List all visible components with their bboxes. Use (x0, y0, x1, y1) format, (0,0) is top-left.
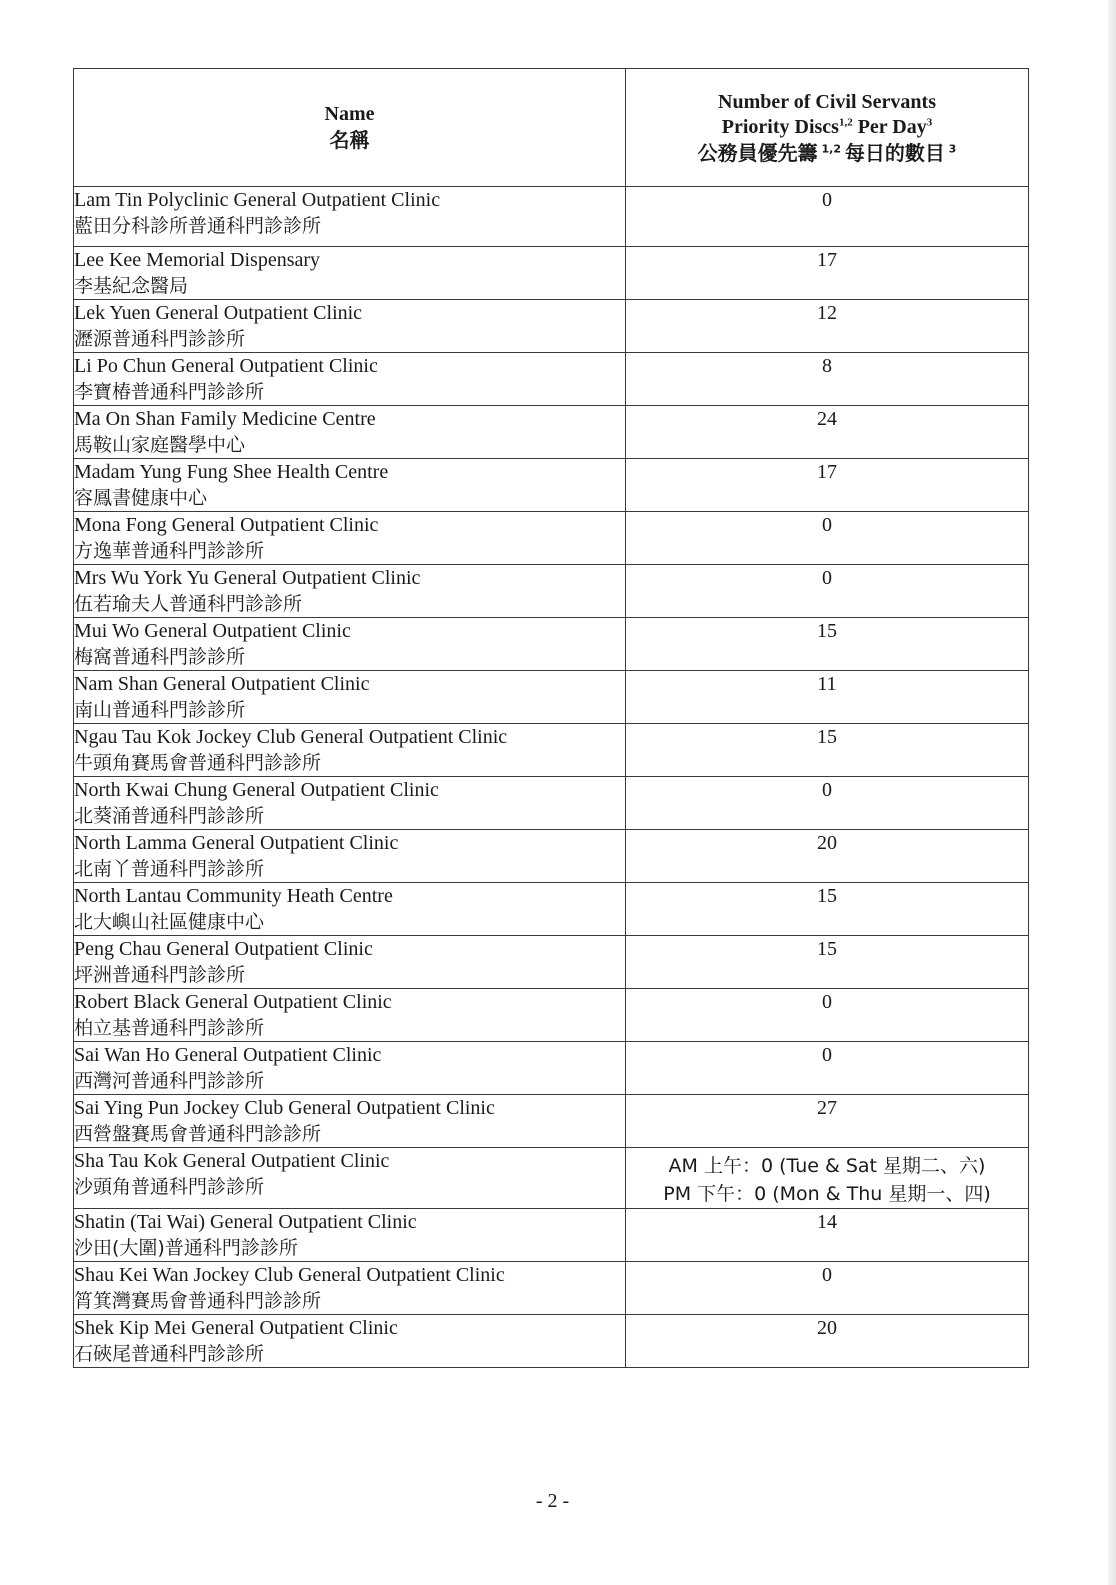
clinic-name-cell (74, 671, 626, 724)
clinic-name-cell (74, 883, 626, 936)
table-row (74, 1262, 1029, 1315)
header-name-cell (74, 69, 626, 187)
clinic-name-cell (74, 353, 626, 406)
disc-count-cell: 15 (626, 883, 1029, 936)
table-row (74, 936, 1029, 989)
clinic-name-cell (74, 830, 626, 883)
header-count-footnote-ref: 1,2 (838, 115, 853, 128)
disc-count-cell (626, 1148, 1029, 1209)
disc-count-pm: PM 下午：0 (Mon & Thu 星期一、四) (663, 1183, 991, 1205)
table-row (74, 777, 1029, 830)
table-row (74, 512, 1029, 565)
disc-count-cell: 0 (626, 187, 1029, 247)
clinic-name-en: Lam Tin Polyclinic General Outpatient Clinic (74, 189, 441, 211)
header-count-zh-b: 每日的數目 (844, 140, 945, 165)
disc-count-cell: 20 (626, 1315, 1029, 1368)
clinic-name-cell (74, 777, 626, 830)
clinic-name-en: Peng Chau General Outpatient Clinic (74, 938, 373, 960)
clinic-name-cell (74, 989, 626, 1042)
table-row (74, 671, 1029, 724)
header-count-en (626, 90, 1028, 140)
page-number: - 2 - (535, 1490, 570, 1512)
clinic-name-zh: 坪洲普通科門診診所 (74, 964, 246, 986)
clinic-name-zh: 沙頭角普通科門診診所 (74, 1176, 265, 1198)
table-row (74, 989, 1029, 1042)
header-name-zh: 名稱 (329, 128, 370, 152)
header-count-en-line2 (626, 115, 1028, 140)
clinic-name-zh: 伍若瑜夫人普通科門診診所 (74, 593, 303, 615)
clinic-name-zh: 西營盤賽馬會普通科門診診所 (74, 1123, 322, 1145)
table-row (74, 830, 1029, 883)
table-row (74, 724, 1029, 777)
table-row (74, 459, 1029, 512)
clinic-name-cell (74, 1262, 626, 1315)
clinic-name-en: Nam Shan General Outpatient Clinic (74, 673, 370, 695)
clinic-name-en: Robert Black General Outpatient Clinic (74, 991, 392, 1013)
disc-count-cell: 15 (626, 724, 1029, 777)
disc-count-cell: 14 (626, 1209, 1029, 1262)
clinic-name-cell (74, 406, 626, 459)
clinic-name-en: Mui Wo General Outpatient Clinic (74, 620, 351, 642)
table-row (74, 883, 1029, 936)
clinic-name-en: Ma On Shan Family Medicine Centre (74, 408, 376, 430)
clinic-name-cell (74, 1148, 626, 1209)
header-count-en-discs: Priority Discs (721, 115, 839, 138)
clinic-name-en: Li Po Chun General Outpatient Clinic (74, 355, 378, 377)
table-row (74, 1315, 1029, 1368)
clinic-name-zh: 梅窩普通科門診診所 (74, 646, 246, 668)
header-count-zh (626, 140, 1028, 166)
table-row (74, 247, 1029, 300)
disc-count-am: AM 上午：0 (Tue & Sat 星期二、六) (668, 1155, 986, 1177)
clinic-name-en: Shatin (Tai Wai) General Outpatient Clinic (74, 1211, 417, 1233)
clinic-name-cell (74, 300, 626, 353)
header-count-en-line1: Number of Civil Servants (718, 90, 936, 113)
clinic-name-zh: 馬鞍山家庭醫學中心 (74, 434, 246, 456)
table-header-row (74, 69, 1029, 187)
disc-count-cell: 12 (626, 300, 1029, 353)
table-row (74, 187, 1029, 247)
clinic-name-zh: 南山普通科門診診所 (74, 699, 246, 721)
disc-count-cell: 0 (626, 777, 1029, 830)
clinic-name-en: Shau Kei Wan Jockey Club General Outpatient Clinic (74, 1264, 505, 1286)
header-count-zh-a: 公務員優先籌 (697, 140, 818, 165)
disc-count-cell: 17 (626, 247, 1029, 300)
disc-count-cell: 20 (626, 830, 1029, 883)
clinic-name-en: North Kwai Chung General Outpatient Clinic (74, 779, 439, 801)
disc-count-cell: 15 (626, 936, 1029, 989)
header-count-cell (626, 69, 1029, 187)
disc-count-cell: 27 (626, 1095, 1029, 1148)
disc-count-cell: 0 (626, 512, 1029, 565)
clinic-name-cell (74, 459, 626, 512)
page-edge-shadow (1108, 0, 1116, 1585)
header-count-zh-footnote-ref: 1,2 (817, 141, 845, 155)
clinic-name-zh: 沙田(大圍)普通科門診診所 (74, 1237, 298, 1259)
clinic-name-zh: 北南丫普通科門診診所 (74, 858, 265, 880)
table-row (74, 565, 1029, 618)
clinic-name-zh: 北葵涌普通科門診診所 (74, 805, 265, 827)
table-row (74, 618, 1029, 671)
clinic-name-en: Lee Kee Memorial Dispensary (74, 249, 321, 271)
clinic-name-cell (74, 1315, 626, 1368)
clinic-name-zh: 藍田分科診所普通科門診診所 (74, 215, 322, 237)
clinic-name-en: Madam Yung Fung Shee Health Centre (74, 461, 389, 483)
clinic-name-cell (74, 936, 626, 989)
clinic-name-en: Sha Tau Kok General Outpatient Clinic (74, 1150, 390, 1172)
disc-count-cell: 0 (626, 1262, 1029, 1315)
clinic-name-en: Mrs Wu York Yu General Outpatient Clinic (74, 567, 421, 589)
clinic-name-zh: 容鳳書健康中心 (74, 487, 208, 509)
table-row (74, 1042, 1029, 1095)
clinic-name-zh: 李寶椿普通科門診診所 (74, 381, 265, 403)
clinic-name-en: Sai Ying Pun Jockey Club General Outpatient Clinic (74, 1097, 495, 1119)
clinic-name-zh: 石硤尾普通科門診診所 (74, 1343, 265, 1365)
disc-count-cell: 11 (626, 671, 1029, 724)
clinic-name-zh: 北大嶼山社區健康中心 (74, 911, 265, 933)
clinic-name-en: North Lamma General Outpatient Clinic (74, 832, 399, 854)
clinic-name-en: Mona Fong General Outpatient Clinic (74, 514, 379, 536)
table-row (74, 406, 1029, 459)
header-count-footnote-ref: 3 (926, 115, 933, 128)
clinic-name-en: Lek Yuen General Outpatient Clinic (74, 302, 363, 324)
disc-count-cell: 0 (626, 1042, 1029, 1095)
header-count-en-perday: Per Day (852, 115, 927, 138)
clinic-name-en: Shek Kip Mei General Outpatient Clinic (74, 1317, 398, 1339)
header-name-en: Name (324, 103, 375, 125)
clinic-name-en: Ngau Tau Kok Jockey Club General Outpatient Clinic (74, 726, 508, 748)
clinic-name-cell (74, 247, 626, 300)
clinic-name-cell (74, 724, 626, 777)
clinic-name-cell (74, 565, 626, 618)
clinic-name-en: Sai Wan Ho General Outpatient Clinic (74, 1044, 382, 1066)
clinic-name-zh: 西灣河普通科門診診所 (74, 1070, 265, 1092)
table-row (74, 1209, 1029, 1262)
clinic-name-en: North Lantau Community Heath Centre (74, 885, 393, 907)
disc-count-cell: 8 (626, 353, 1029, 406)
clinic-name-cell (74, 187, 626, 247)
disc-count-cell: 15 (626, 618, 1029, 671)
table-row (74, 1095, 1029, 1148)
clinic-name-zh: 牛頭角賽馬會普通科門診診所 (74, 752, 322, 774)
table-row (74, 300, 1029, 353)
clinic-name-cell (74, 1209, 626, 1262)
disc-count-cell: 24 (626, 406, 1029, 459)
disc-count-cell: 0 (626, 565, 1029, 618)
clinic-name-cell (74, 512, 626, 565)
clinic-name-zh: 李基紀念醫局 (74, 275, 189, 297)
clinic-name-zh: 瀝源普通科門診診所 (74, 328, 246, 350)
header-count-zh-footnote-ref: 3 (944, 141, 957, 155)
clinic-name-cell (74, 618, 626, 671)
table-row (74, 1148, 1029, 1209)
clinic-name-zh: 筲箕灣賽馬會普通科門診診所 (74, 1290, 322, 1312)
clinic-name-zh: 柏立基普通科門診診所 (74, 1017, 265, 1039)
clinic-name-zh: 方逸華普通科門診診所 (74, 540, 265, 562)
disc-count-cell: 17 (626, 459, 1029, 512)
clinic-name-cell (74, 1042, 626, 1095)
disc-count-cell: 0 (626, 989, 1029, 1042)
clinic-priority-disc-table (73, 68, 1029, 1368)
table-row (74, 353, 1029, 406)
clinic-name-cell (74, 1095, 626, 1148)
